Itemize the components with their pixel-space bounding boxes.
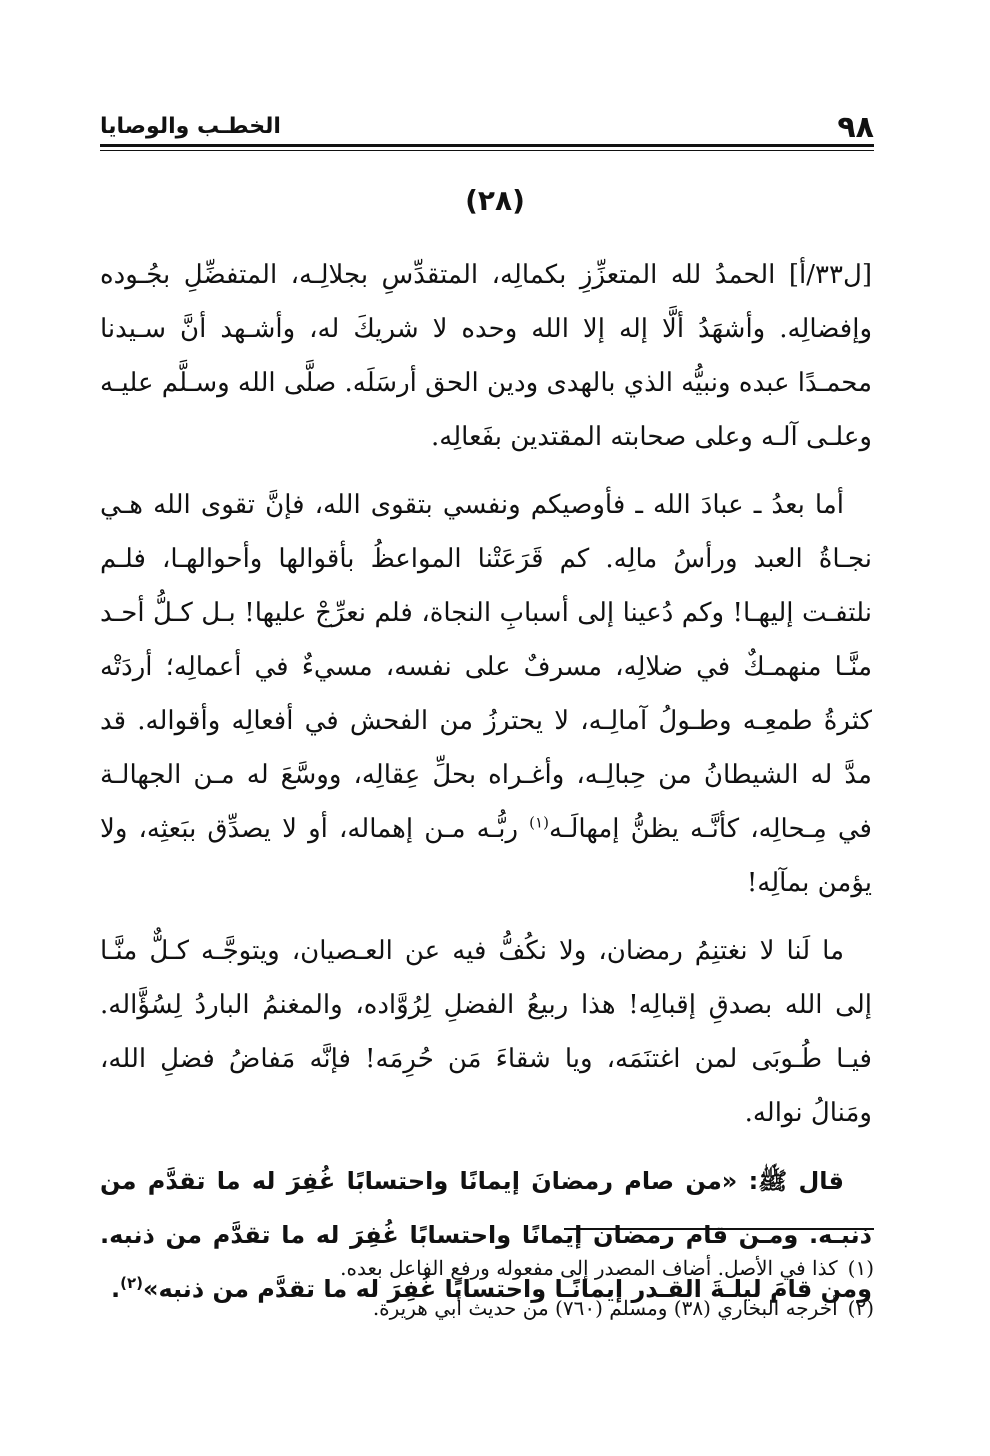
footnote-1 xyxy=(100,1248,874,1288)
running-header xyxy=(100,104,874,144)
body-text xyxy=(100,248,872,1330)
footnote-separator xyxy=(564,1228,874,1230)
hadith-end-period: . xyxy=(110,1275,121,1303)
footnote-number: (١) xyxy=(847,1256,874,1280)
paragraph-sermon-part1: أما بعدُ ـ عبادَ الله ـ فأوصيكم ونفسي بتقوى الله، فإنَّ تقوى الله هـي نجـاةُ العبد ورأسُ مالِه. كم قَرَعَتْنا المواعظُ بأقوالها وأحوالهـا، فلـم نلتفـت إليهـا! وكم دُعينا إلى أسبابِ النجاة، فلم نعرِّجْ عليها! بـل كـلُّ أحـد منَّـا منهمـكٌ في ضلالِه، مسرفٌ على نفسه، مسيءٌ في أعمالِه؛ أردَتْه كثرةُ طمعِـه وطـولُ آمالِـه، لا يحترزُ من الفحش في أفعالِه وأقواله. قد مدَّ له الشيطانُ من حِبالِـه، وأغـراه بحلِّ عِقالِه، ووسَّعَ له مـن الجهالـة في مِـحالِه، كأنَّـه يظنُّ إمهالَـه xyxy=(100,490,872,844)
footnotes xyxy=(100,1248,874,1328)
footnote-ref-1[interactable]: (١) xyxy=(529,813,549,832)
header-rule-thin xyxy=(100,150,874,151)
footnote-number: (٢) xyxy=(847,1296,874,1320)
header-rule xyxy=(100,144,874,147)
hadith-text: قال ﷺ: «من صام رمضانَ إيمانًا واحتسابًا غُفِرَ له ما تقدَّم من ذنبـه. ومـن قام رمضان إيمانًا واحتسابًا غُفِرَ له ما تقدَّم من ذنبه. ومن قامَ ليلـةَ القـدر إيمانًـا واحتسابًا غُفِرَ له ما تقدَّم من ذنبه» xyxy=(100,1167,872,1303)
footnote-2 xyxy=(100,1288,874,1328)
paragraph-sermon-part2: ربُّـه مـن إهماله، أو لا يصدِّق ببَعثِه، ولا يؤمن بمآلِه! xyxy=(100,814,872,898)
footnote-text: أخرجه البخاري (٣٨) ومسلم (٧٦٠) من حديث أبي هريرة. xyxy=(372,1296,838,1320)
page-number: ٩٨ xyxy=(837,110,874,145)
paragraph-sermon xyxy=(100,478,872,910)
paragraph-opening: [ل٣٣/أ] الحمدُ لله المتعزِّزِ بكمالِه، المتقدِّسِ بجلالِـه، المتفضِّلِ بجُـوده وإفضالِه. وأشهَدُ ألَّا إله إلا الله وحده لا شريكَ له، وأشـهد أنَّ سـيدنا محمـدًا عبده ونبيُّه الذي بالهدى ودين الحق أرسَلَه. صلَّى الله وسـلَّم عليـه وعلـى آلـه وعلى صحابته المقتدين بفَعالِه. xyxy=(100,260,872,452)
paragraph-ramadan: ما لَنا لا نغتنِمُ رمضان، ولا نكُفُّ فيه عن العـصيان، ويتوجَّـه كـلٌّ منَّـا إلى الله بصدقِ إقبالِه! هذا ربيعُ الفضلِ لِرُوَّاده، والمغنمُ الباردُ لِسُؤَّاله. فيـا طُـوبَى لمن اغتنَمَه، ويا شقاءَ مَن حُرِمَه! فإنَّه مَفاضُ فضلِ الله، ومَنالُ نواله. xyxy=(100,936,872,1128)
section-number: (٢٨) xyxy=(465,184,525,217)
running-title: الخطـب والوصايا xyxy=(100,114,281,139)
footnote-text: كذا في الأصل. أضاف المصدر إلى مفعوله ورفع الفاعل بعده. xyxy=(340,1256,838,1280)
footnote-ref-2[interactable]: (٢) xyxy=(120,1274,143,1292)
